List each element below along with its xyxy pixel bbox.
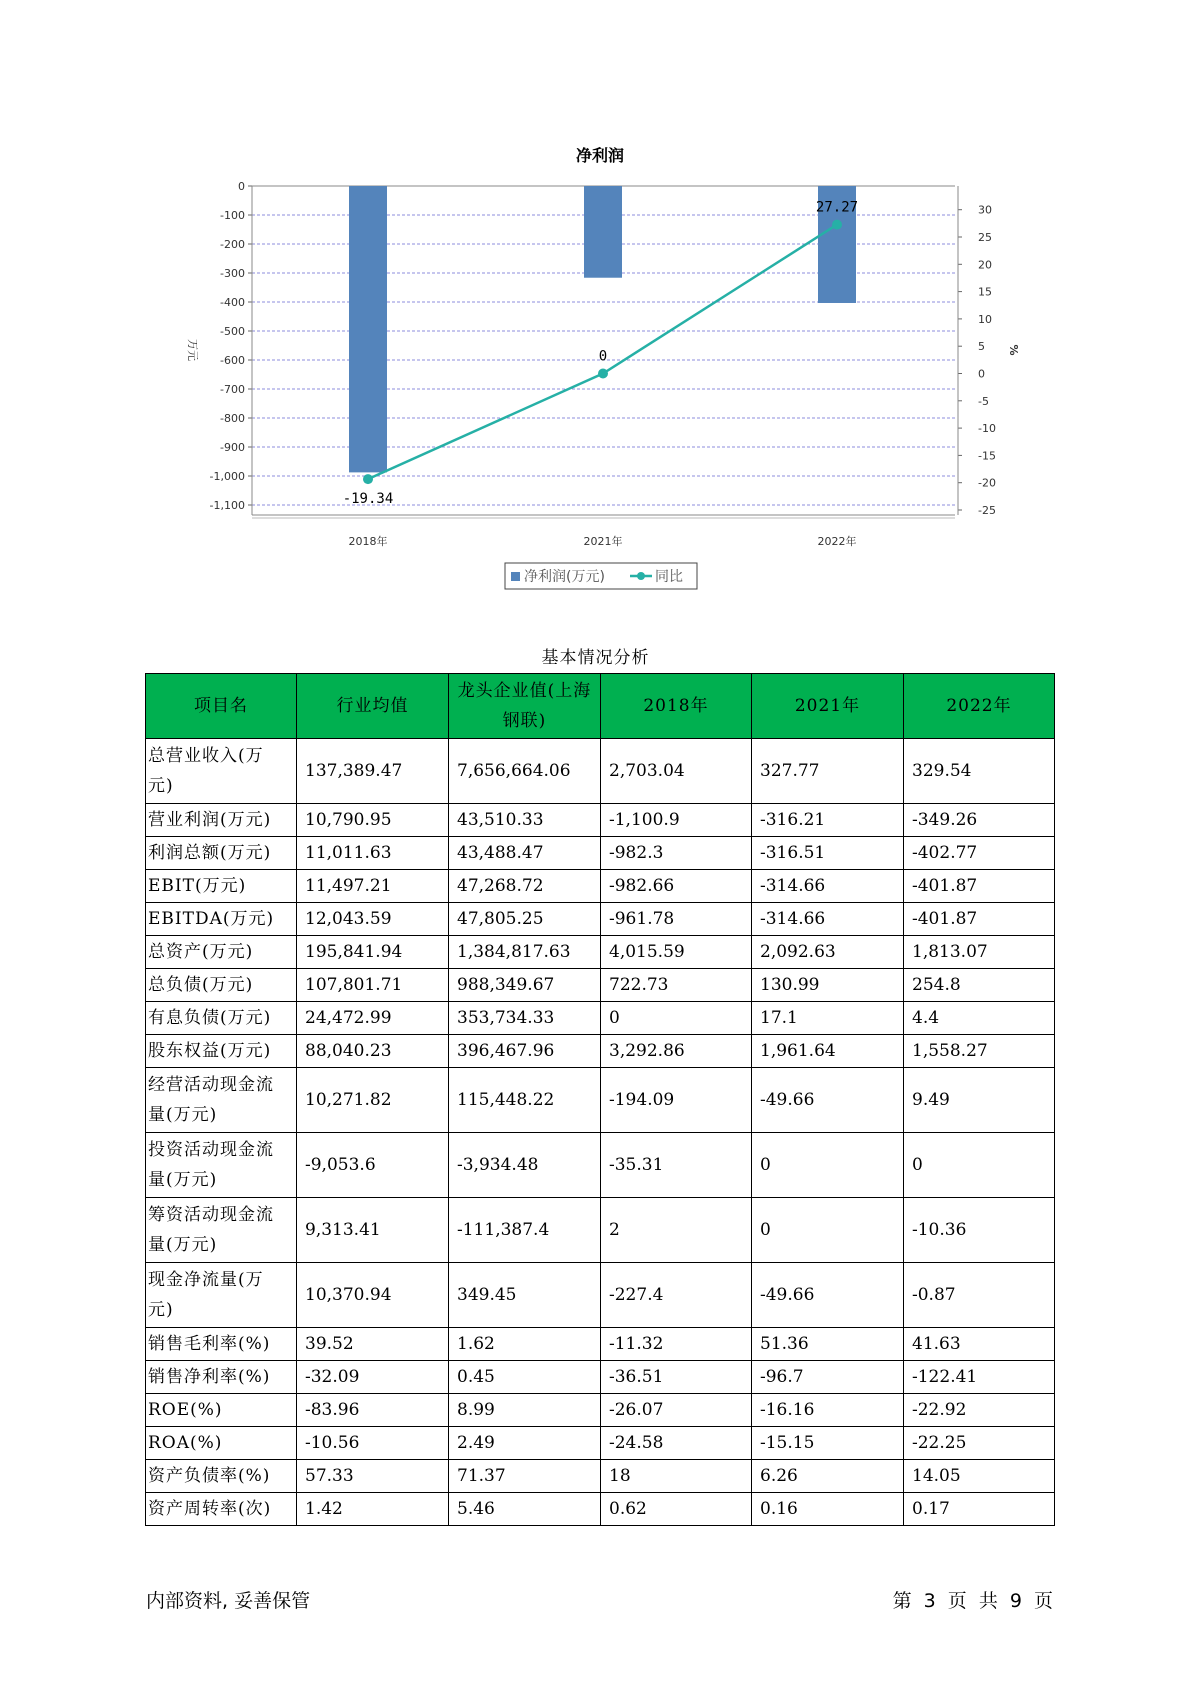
table-cell: 2 bbox=[601, 1198, 752, 1263]
table-cell: 115,448.22 bbox=[449, 1068, 601, 1133]
table-cell: 130.99 bbox=[752, 969, 904, 1002]
table-row bbox=[146, 1394, 1055, 1427]
table-cell: 6.26 bbox=[752, 1460, 904, 1493]
y-tick-label: -700 bbox=[220, 383, 245, 396]
table-cell: -49.66 bbox=[752, 1263, 904, 1328]
line-point bbox=[832, 220, 842, 230]
table-cell: 7,656,664.06 bbox=[449, 739, 601, 804]
table-cell: -35.31 bbox=[601, 1133, 752, 1198]
table-cell: 0.16 bbox=[752, 1493, 904, 1526]
table-cell: 329.54 bbox=[904, 739, 1055, 804]
table-header-row bbox=[146, 674, 1055, 739]
table-row bbox=[146, 870, 1055, 903]
table-cell: -15.15 bbox=[752, 1427, 904, 1460]
y-tick-label: -1,000 bbox=[209, 470, 245, 483]
y2-tick-label: -10 bbox=[978, 422, 996, 436]
table-cell: -96.7 bbox=[752, 1361, 904, 1394]
table-cell: -83.96 bbox=[297, 1394, 449, 1427]
table-cell: -349.26 bbox=[904, 804, 1055, 837]
row-label-cell: 现金净流量(万元) bbox=[146, 1263, 297, 1328]
table-row bbox=[146, 1263, 1055, 1328]
table-cell: -36.51 bbox=[601, 1361, 752, 1394]
table-cell: 1.42 bbox=[297, 1493, 449, 1526]
table-cell: -982.66 bbox=[601, 870, 752, 903]
table-cell: 43,510.33 bbox=[449, 804, 601, 837]
table-cell: 8.99 bbox=[449, 1394, 601, 1427]
table-cell: -402.77 bbox=[904, 837, 1055, 870]
row-label-cell: 股东权益(万元) bbox=[146, 1035, 297, 1068]
x-tick-label: 2021年 bbox=[583, 535, 623, 548]
y2-tick-label: -5 bbox=[978, 394, 989, 408]
table-row bbox=[146, 1133, 1055, 1198]
row-label-cell: ROE(%) bbox=[146, 1394, 297, 1427]
table-row bbox=[146, 936, 1055, 969]
table-cell: 14.05 bbox=[904, 1460, 1055, 1493]
table-cell: 0 bbox=[752, 1198, 904, 1263]
table-row bbox=[146, 1035, 1055, 1068]
table-cell: -194.09 bbox=[601, 1068, 752, 1133]
x-tick-label: 2022年 bbox=[817, 535, 857, 548]
table-cell: 254.8 bbox=[904, 969, 1055, 1002]
y-tick-label: -200 bbox=[220, 238, 245, 251]
table-cell: 722.73 bbox=[601, 969, 752, 1002]
row-label-cell: EBIT(万元) bbox=[146, 870, 297, 903]
table-cell: -10.36 bbox=[904, 1198, 1055, 1263]
table-cell: -16.16 bbox=[752, 1394, 904, 1427]
table-cell: -11.32 bbox=[601, 1328, 752, 1361]
row-label-cell: 总负债(万元) bbox=[146, 969, 297, 1002]
table-cell: 2.49 bbox=[449, 1427, 601, 1460]
table-caption: 基本情况分析 bbox=[541, 648, 650, 668]
table-cell: 71.37 bbox=[449, 1460, 601, 1493]
table-cell: 9,313.41 bbox=[297, 1198, 449, 1263]
table-cell: -22.92 bbox=[904, 1394, 1055, 1427]
table-cell: 1,558.27 bbox=[904, 1035, 1055, 1068]
row-label-cell: 资产周转率(次) bbox=[146, 1493, 297, 1526]
table-cell: 2,092.63 bbox=[752, 936, 904, 969]
table-cell: -961.78 bbox=[601, 903, 752, 936]
table-cell: 195,841.94 bbox=[297, 936, 449, 969]
y-tick-label: -1,100 bbox=[209, 499, 245, 512]
table-cell: 10,370.94 bbox=[297, 1263, 449, 1328]
table-cell: 0.45 bbox=[449, 1361, 601, 1394]
table-cell: 24,472.99 bbox=[297, 1002, 449, 1035]
y2-tick-label: 5 bbox=[978, 340, 985, 354]
table-cell: 11,011.63 bbox=[297, 837, 449, 870]
table-cell: 47,268.72 bbox=[449, 870, 601, 903]
table-row bbox=[146, 739, 1055, 804]
footer-confidential-note: 内部资料, 妥善保管 bbox=[146, 1590, 311, 1612]
line-point bbox=[363, 474, 373, 484]
y2-tick-label: 0 bbox=[978, 367, 985, 381]
y2-tick-label: 30 bbox=[978, 203, 992, 217]
row-label-cell: 经营活动现金流量(万元) bbox=[146, 1068, 297, 1133]
row-label-cell: 总营业收入(万元) bbox=[146, 739, 297, 804]
y2-tick-label: 20 bbox=[978, 258, 992, 272]
row-label-cell: 筹资活动现金流量(万元) bbox=[146, 1198, 297, 1263]
table-cell: 11,497.21 bbox=[297, 870, 449, 903]
table-cell: 137,389.47 bbox=[297, 739, 449, 804]
y-tick-label: -300 bbox=[220, 267, 245, 280]
table-row bbox=[146, 804, 1055, 837]
table-cell: 349.45 bbox=[449, 1263, 601, 1328]
table-row bbox=[146, 837, 1055, 870]
line-data-label: 0 bbox=[598, 348, 608, 365]
line-data-label: 27.27 bbox=[815, 199, 859, 216]
table-cell: -10.56 bbox=[297, 1427, 449, 1460]
row-label-cell: EBITDA(万元) bbox=[146, 903, 297, 936]
table-cell: -22.25 bbox=[904, 1427, 1055, 1460]
legend-label-yoy: 同比 bbox=[655, 569, 683, 585]
row-label-cell: 投资活动现金流量(万元) bbox=[146, 1133, 297, 1198]
table-row bbox=[146, 903, 1055, 936]
table-row bbox=[146, 1198, 1055, 1263]
table-header-cell: 龙头企业值(上海钢联) bbox=[449, 674, 601, 739]
footer-page-number: 第 3 页 共 9 页 bbox=[892, 1590, 1053, 1612]
table-cell: 353,734.33 bbox=[449, 1002, 601, 1035]
table-header-cell: 项目名 bbox=[146, 674, 297, 739]
table-row bbox=[146, 1427, 1055, 1460]
table-cell: 0 bbox=[752, 1133, 904, 1198]
table-cell: -316.51 bbox=[752, 837, 904, 870]
table-row bbox=[146, 1361, 1055, 1394]
table-cell: -122.41 bbox=[904, 1361, 1055, 1394]
line-point bbox=[598, 369, 608, 379]
table-header-cell: 2018年 bbox=[601, 674, 752, 739]
y2-axis-label: % bbox=[1007, 344, 1020, 356]
y-tick-label: -400 bbox=[220, 296, 245, 309]
table-cell: -0.87 bbox=[904, 1263, 1055, 1328]
row-label-cell: 销售净利率(%) bbox=[146, 1361, 297, 1394]
row-label-cell: 销售毛利率(%) bbox=[146, 1328, 297, 1361]
row-label-cell: 利润总额(万元) bbox=[146, 837, 297, 870]
table-cell: 10,271.82 bbox=[297, 1068, 449, 1133]
row-label-cell: 有息负债(万元) bbox=[146, 1002, 297, 1035]
table-cell: -982.3 bbox=[601, 837, 752, 870]
table-cell: -401.87 bbox=[904, 870, 1055, 903]
table-cell: 41.63 bbox=[904, 1328, 1055, 1361]
table-cell: -9,053.6 bbox=[297, 1133, 449, 1198]
table-cell: 4.4 bbox=[904, 1002, 1055, 1035]
table-cell: 57.33 bbox=[297, 1460, 449, 1493]
y2-tick-label: -25 bbox=[978, 504, 996, 517]
y2-tick-label: -20 bbox=[978, 476, 996, 490]
legend-swatch-bar bbox=[511, 572, 520, 581]
chart-canvas bbox=[0, 0, 1191, 610]
basic-analysis-table bbox=[145, 673, 1055, 1526]
table-header-cell: 2022年 bbox=[904, 674, 1055, 739]
table-row bbox=[146, 969, 1055, 1002]
table-cell: -32.09 bbox=[297, 1361, 449, 1394]
table-cell: 0 bbox=[904, 1133, 1055, 1198]
table-cell: -1,100.9 bbox=[601, 804, 752, 837]
table-header-cell: 2021年 bbox=[752, 674, 904, 739]
table-row bbox=[146, 1493, 1055, 1526]
y-tick-label: -100 bbox=[220, 209, 245, 222]
table-cell: -111,387.4 bbox=[449, 1198, 601, 1263]
table-cell: 88,040.23 bbox=[297, 1035, 449, 1068]
y2-tick-label: 15 bbox=[978, 285, 992, 299]
y2-tick-label: 25 bbox=[978, 231, 992, 244]
y2-tick-label: -15 bbox=[978, 449, 996, 463]
table-cell: 988,349.67 bbox=[449, 969, 601, 1002]
y-tick-label: -900 bbox=[220, 441, 245, 454]
row-label-cell: ROA(%) bbox=[146, 1427, 297, 1460]
table-cell: 0.62 bbox=[601, 1493, 752, 1526]
chart-title: 净利润 bbox=[575, 146, 625, 165]
table-cell: -314.66 bbox=[752, 903, 904, 936]
legend-label-net-profit: 净利润(万元) bbox=[524, 569, 605, 585]
legend-swatch-dot bbox=[637, 572, 645, 580]
table-cell: 0.17 bbox=[904, 1493, 1055, 1526]
table-cell: 396,467.96 bbox=[449, 1035, 601, 1068]
table-cell: 43,488.47 bbox=[449, 837, 601, 870]
x-tick-label: 2018年 bbox=[348, 535, 388, 548]
table-cell: -26.07 bbox=[601, 1394, 752, 1427]
table-cell: 51.36 bbox=[752, 1328, 904, 1361]
table-cell: 9.49 bbox=[904, 1068, 1055, 1133]
table-cell: 5.46 bbox=[449, 1493, 601, 1526]
table-cell: 12,043.59 bbox=[297, 903, 449, 936]
table-row bbox=[146, 1002, 1055, 1035]
table-cell: 1,384,817.63 bbox=[449, 936, 601, 969]
y-tick-label: 0 bbox=[238, 180, 245, 193]
table-cell: -316.21 bbox=[752, 804, 904, 837]
table-row bbox=[146, 1328, 1055, 1361]
table-cell: -227.4 bbox=[601, 1263, 752, 1328]
bar-net-profit bbox=[349, 186, 387, 472]
table-cell: 2,703.04 bbox=[601, 739, 752, 804]
table-cell: -49.66 bbox=[752, 1068, 904, 1133]
table-cell: -24.58 bbox=[601, 1427, 752, 1460]
table-cell: 107,801.71 bbox=[297, 969, 449, 1002]
table-cell: 3,292.86 bbox=[601, 1035, 752, 1068]
table-row bbox=[146, 1460, 1055, 1493]
table-cell: 0 bbox=[601, 1002, 752, 1035]
net-profit-chart bbox=[0, 0, 1191, 610]
y2-tick-label: 10 bbox=[978, 312, 992, 326]
table-cell: 39.52 bbox=[297, 1328, 449, 1361]
row-label-cell: 资产负债率(%) bbox=[146, 1460, 297, 1493]
table-cell: 1,961.64 bbox=[752, 1035, 904, 1068]
row-label-cell: 总资产(万元) bbox=[146, 936, 297, 969]
table-cell: 327.77 bbox=[752, 739, 904, 804]
y-tick-label: -600 bbox=[220, 354, 245, 367]
table-cell: -401.87 bbox=[904, 903, 1055, 936]
table-cell: 47,805.25 bbox=[449, 903, 601, 936]
y-axis-label: 万元 bbox=[186, 339, 199, 361]
line-data-label: -19.34 bbox=[342, 491, 394, 508]
row-label-cell: 营业利润(万元) bbox=[146, 804, 297, 837]
y-tick-label: -800 bbox=[220, 412, 245, 425]
table-row bbox=[146, 1068, 1055, 1133]
table-header-cell: 行业均值 bbox=[297, 674, 449, 739]
table-cell: 18 bbox=[601, 1460, 752, 1493]
y-tick-label: -500 bbox=[220, 325, 245, 338]
table-cell: -314.66 bbox=[752, 870, 904, 903]
table-cell: 4,015.59 bbox=[601, 936, 752, 969]
bar-net-profit bbox=[584, 186, 622, 278]
table-cell: -3,934.48 bbox=[449, 1133, 601, 1198]
table-cell: 10,790.95 bbox=[297, 804, 449, 837]
table-cell: 1,813.07 bbox=[904, 936, 1055, 969]
table-cell: 1.62 bbox=[449, 1328, 601, 1361]
table-cell: 17.1 bbox=[752, 1002, 904, 1035]
